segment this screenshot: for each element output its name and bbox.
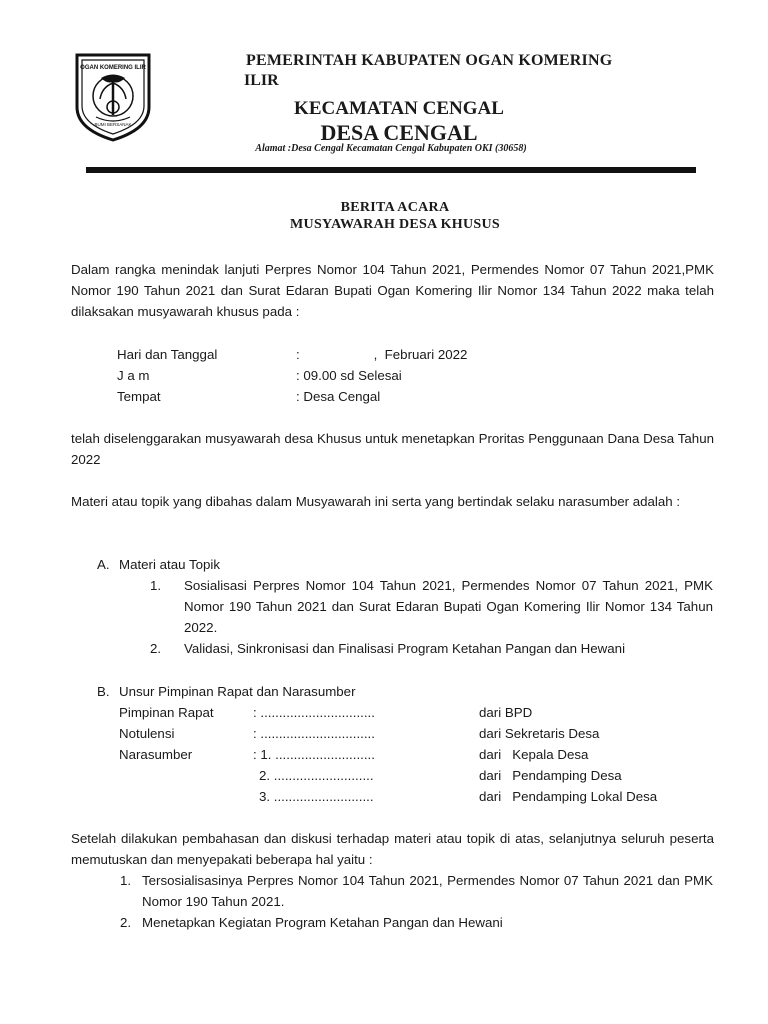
section-a-marker: A. <box>97 557 110 572</box>
section-a-title: Materi atau Topik <box>119 557 221 572</box>
role-origin-speaker-3: dari Pendamping Lokal Desa <box>479 789 658 804</box>
detail-value-date: : , Februari 2022 <box>296 347 468 362</box>
role-blank-speaker-1: : 1. ........................... <box>253 747 375 762</box>
district-name: KECAMATAN CENGAL <box>294 98 504 119</box>
topics-intro-paragraph: Materi atau topik yang dibahas dalam Musyawarah ini serta yang bertindak selaku narasumber adalah : <box>71 494 681 509</box>
role-blank-notetaker: : ............................... <box>253 726 375 741</box>
detail-value-place: : Desa Cengal <box>296 389 381 404</box>
emblem-motto: BUMI BERSANAK <box>94 122 132 127</box>
emblem-text: OGAN KOMERING ILIR <box>80 65 146 71</box>
role-label-speaker: Narasumber <box>119 747 193 762</box>
decision-1-text: Tersosialisasinya Perpres Nomor 104 Tahun 2021, Permendes Nomor 07 Tahun 2021 dan PMK Nomor 190 Tahun 2021. <box>142 873 713 909</box>
section-a-item-1-number: 1. <box>150 578 162 593</box>
section-a-item-2-number: 2. <box>150 641 162 656</box>
section-b-marker: B. <box>97 684 110 699</box>
detail-value-time: : 09.00 sd Selesai <box>296 368 402 383</box>
decision-1-number: 1. <box>120 873 132 888</box>
document-subtitle: MUSYAWARAH DESA KHUSUS <box>290 217 500 232</box>
decision-2-number: 2. <box>120 915 132 930</box>
role-blank-speaker-2: 2. ........................... <box>259 768 374 783</box>
header-divider <box>86 167 696 173</box>
role-origin-leader: dari BPD <box>479 705 533 720</box>
section-a-item-2-text: Validasi, Sinkronisasi dan Finalisasi Program Ketahan Pangan dan Hewani <box>184 641 626 656</box>
village-name: DESA CENGAL <box>320 120 478 145</box>
detail-label-place: Tempat <box>117 389 161 404</box>
government-name-line1: PEMERINTAH KABUPATEN OGAN KOMERING <box>246 52 613 69</box>
detail-label-time: J a m <box>117 368 150 383</box>
role-blank-leader: : ............................... <box>253 705 375 720</box>
address-line: Alamat :Desa Cengal Kecamatan Cengal Kabupaten OKI (30658) <box>255 143 527 154</box>
intro-paragraph: Dalam rangka menindak lanjuti Perpres Nomor 104 Tahun 2021, Permendes Nomor 07 Tahun 2021,PMK Nomor 190 Tahun 2021 dan Surat Edaran Bupati Ogan Komering Ilir Nomor 134 Tahun 2022 maka telah dilaksakan musyawarah khusus pada : <box>71 262 714 319</box>
decision-2-text: Menetapkan Kegiatan Program Ketahan Pangan dan Hewani <box>142 915 503 930</box>
conclusion-paragraph: Setelah dilakukan pembahasan dan diskusi terhadap materi atau topik di atas, selanjutnya seluruh peserta memutuskan dan menyepakati beberapa hal yaitu : <box>71 831 722 867</box>
role-origin-speaker-1: dari Kepala Desa <box>479 747 589 762</box>
section-b-title: Unsur Pimpinan Rapat dan Narasumber <box>119 684 356 699</box>
role-label-notetaker: Notulensi <box>119 726 175 741</box>
document-title: BERITA ACARA <box>340 200 450 215</box>
detail-label-date: Hari dan Tanggal <box>117 347 218 362</box>
role-label-leader: Pimpinan Rapat <box>119 705 214 720</box>
government-name-line2: ILIR <box>244 72 279 89</box>
role-origin-notetaker: dari Sekretaris Desa <box>479 726 600 741</box>
purpose-paragraph: telah diselenggarakan musyawarah desa Khusus untuk menetapkan Proritas Penggunaan Dana Desa Tahun 2022 <box>71 431 714 467</box>
role-origin-speaker-2: dari Pendamping Desa <box>479 768 622 783</box>
role-blank-speaker-3: 3. ........................... <box>259 789 374 804</box>
section-a-item-1-text: Sosialisasi Perpres Nomor 104 Tahun 2021, Permendes Nomor 07 Tahun 2021, PMK Nomor 190 Tahun 2021 dan Surat Edaran Bupati Ogan Komering Ilir Nomor 134 Tahun 2022. <box>184 578 713 635</box>
